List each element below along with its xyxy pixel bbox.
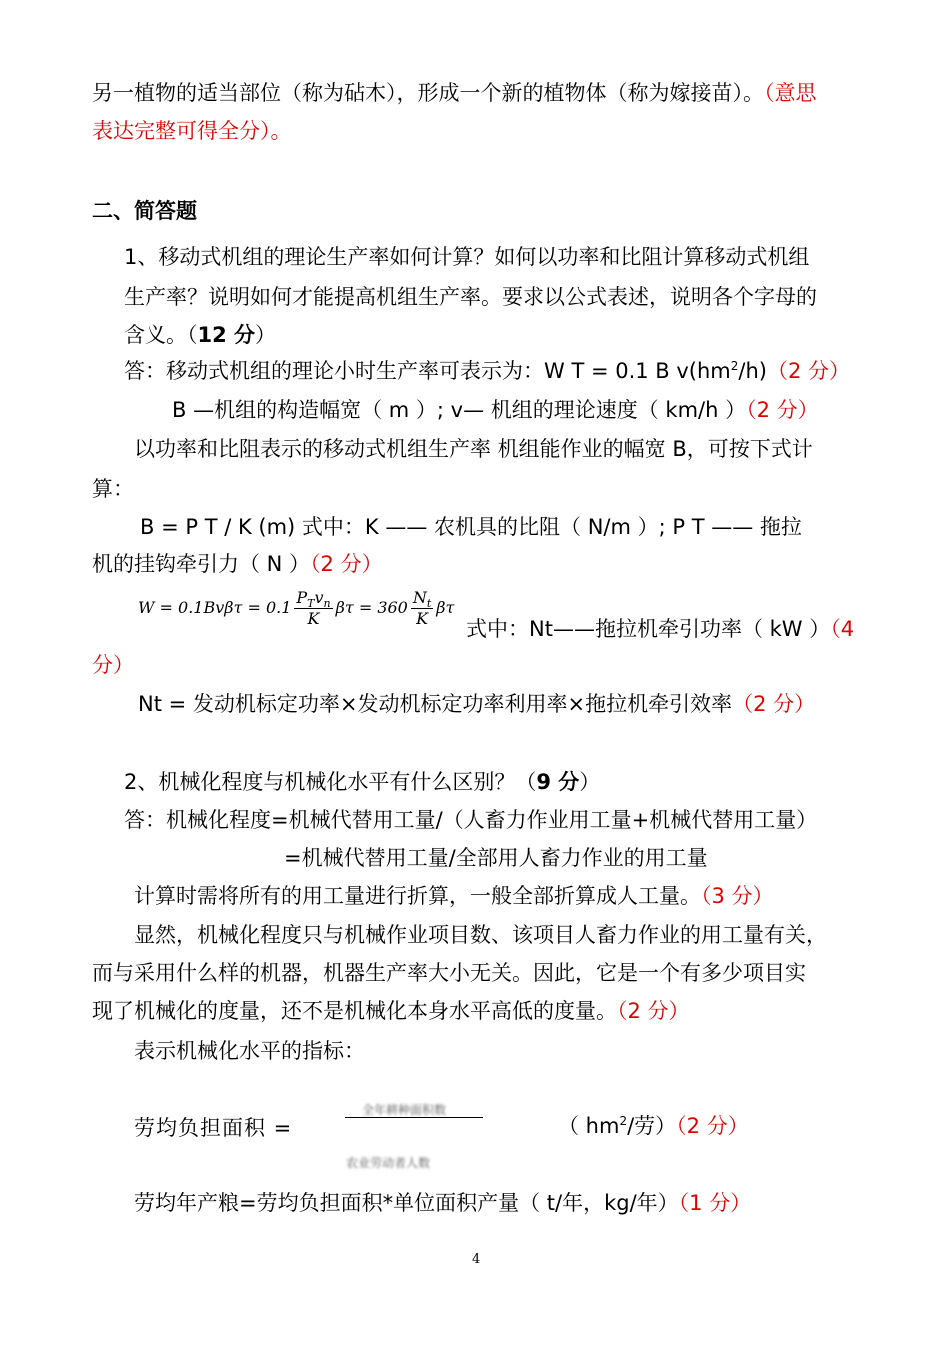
q2-answer-3 — [134, 881, 774, 911]
fraction — [294, 588, 332, 629]
numerator — [411, 588, 433, 609]
numerator — [294, 588, 332, 609]
text: 另一植物的适当部位（称为砧木），形成一个新的植物体（称为嫁接苗）。 — [92, 81, 764, 105]
q2-answer-7: 表示机械化水平的指标： — [134, 1039, 365, 1063]
q2-answer-9 — [134, 1188, 751, 1218]
productivity-formula — [138, 588, 454, 629]
superscript: 2 — [730, 359, 739, 373]
q1-answer-7 — [466, 614, 854, 644]
formula-text: βτ — [436, 598, 455, 617]
text: 2、机械化程度与机械化水平有什么区别？（ — [124, 770, 537, 794]
q1-answer-8 — [138, 689, 815, 719]
score-note: （2 分） — [676, 1114, 749, 1138]
text: /劳） — [627, 1114, 677, 1138]
fraction-numerator: 全年耕种面积数 — [362, 1103, 447, 1117]
text: 劳均年产粮=劳均负担面积*单位面积产量（ t/年，kg/年） — [134, 1191, 679, 1215]
score-points: 9 分 — [536, 770, 580, 794]
symbol: P — [296, 588, 308, 607]
denominator: K — [416, 609, 429, 628]
text: ） — [255, 323, 277, 347]
text: /h) — [738, 359, 767, 383]
text: 计算时需将所有的用工量进行折算，一般全部折算成人工量。 — [134, 884, 701, 908]
q2-answer-4: 显然，机械化程度只与机械作业项目数、该项目人畜力作业的用工量有关， — [134, 923, 827, 947]
labor-area-label: 劳均负担面积 = — [134, 1116, 293, 1140]
score-note: （意思 — [764, 81, 817, 105]
symbol: N — [412, 588, 427, 607]
q1-line-3 — [124, 320, 276, 350]
labor-area-unit — [558, 1111, 749, 1141]
q1-answer-1 — [124, 356, 850, 386]
q2-answer-5: 而与采用什么样的机器，机器生产率大小无关。因此，它是一个有多少项目实 — [92, 961, 806, 985]
fraction — [411, 588, 433, 629]
q1-answer-5: B = P T / K (m) 式中：K —— 农机具的比阻（ N/m ）; P T —— 拖拉 — [140, 515, 802, 539]
text: 现了机械化的度量，还不是机械化本身水平高低的度量。 — [92, 999, 617, 1023]
q2-answer-6 — [92, 996, 690, 1026]
paragraph-line-2: 表达完整可得全分）。 — [92, 119, 292, 143]
text: B —机组的构造幅宽（ m ）; v— 机组的理论速度（ km/h ） — [172, 398, 747, 422]
formula-text: W = 0.1Bvβτ = 0.1 — [138, 598, 292, 617]
denominator: K — [307, 609, 320, 628]
section-title: 二、简答题 — [92, 199, 197, 223]
text: 答：移动式机组的理论小时生产率可表示为：W T = 0.1 B v(hm — [124, 359, 731, 383]
score-note: （2 分） — [746, 398, 819, 422]
fraction-line — [345, 1117, 483, 1118]
text: 式中：Nt——拖拉机牵引功率（ kW ） — [466, 617, 831, 641]
q1-answer-3: 以功率和比阻表示的移动式机组生产率 机组能作业的幅宽 B，可按下式计 — [134, 437, 813, 461]
text: （ hm — [558, 1114, 620, 1138]
formula-text: βτ = 360 — [335, 598, 408, 617]
q1-line-1: 1、移动式机组的理论生产率如何计算？如何以功率和比阻计算移动式机组 — [124, 245, 810, 269]
q1-line-2: 生产率？说明如何才能提高机组生产率。要求以公式表述，说明各个字母的 — [124, 285, 817, 309]
text: ） — [579, 770, 601, 794]
q1-answer-2 — [172, 395, 819, 425]
q1-answer-6 — [92, 549, 383, 579]
score-note: 分） — [92, 653, 134, 677]
q1-answer-4: 算： — [92, 477, 134, 501]
superscript: 2 — [619, 1114, 628, 1128]
subscript: T — [307, 597, 315, 611]
q2-answer-1: 答：机械化程度=机械代替用工量/（人畜力作业用工量+机械代替用工量） — [124, 808, 818, 832]
text: 机的挂钩牵引力（ N ） — [92, 552, 311, 576]
score-note: （2 分） — [310, 552, 383, 576]
symbol: v — [314, 588, 324, 607]
q2-answer-2: =机械代替用工量/全部用人畜力作业的用工量 — [284, 846, 708, 870]
text: Nt = 发动机标定功率×发动机标定功率利用率×拖拉机牵引效率 — [138, 692, 733, 716]
text: 含义。（ — [124, 323, 198, 347]
score-note: （3 分） — [701, 884, 774, 908]
score-note: （2 分） — [766, 359, 851, 383]
score-note: （4 — [830, 617, 855, 641]
score-note: （2 分） — [732, 692, 816, 716]
paragraph-line-1 — [92, 78, 817, 108]
score-note: （1 分） — [678, 1191, 752, 1215]
subscript: n — [323, 597, 331, 611]
score-note: （2 分） — [617, 999, 690, 1023]
subscript: t — [426, 597, 432, 611]
q2-line-1 — [124, 767, 600, 797]
page-number: 4 — [472, 1252, 481, 1267]
score-points: 12 分 — [197, 323, 256, 347]
fraction-denominator: 农业劳动者人数 — [346, 1156, 431, 1170]
